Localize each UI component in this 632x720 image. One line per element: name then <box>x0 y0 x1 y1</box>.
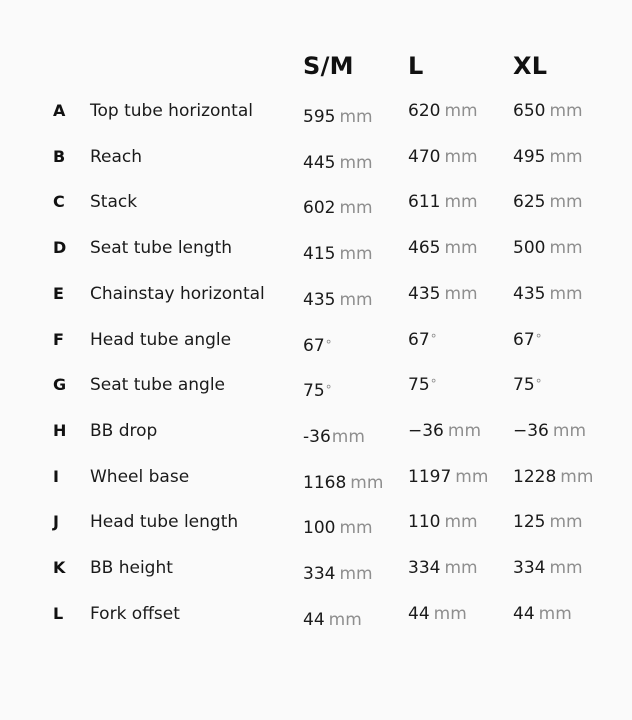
value-unit: mm <box>433 603 467 624</box>
dimension-label: BB height <box>90 558 173 578</box>
dimension-letter: L <box>53 603 64 623</box>
geometry-row <box>0 604 632 644</box>
value-unit: mm <box>444 146 478 167</box>
dimension-label: Head tube length <box>90 512 239 533</box>
dimension-label: Stack <box>90 192 138 213</box>
dimension-label: Top tube horizontal <box>90 101 253 121</box>
value-xl <box>513 604 572 624</box>
value-unit: mm <box>339 107 373 127</box>
geometry-row <box>0 330 632 370</box>
dimension-label: Chainstay horizontal <box>90 283 265 304</box>
value-xl <box>513 147 583 167</box>
dimension-letter: C <box>53 192 65 212</box>
value-number: -36 <box>303 426 331 447</box>
value-unit: mm <box>339 198 373 219</box>
value-number: 44 <box>513 603 535 624</box>
value-l <box>408 330 437 350</box>
value-xl <box>513 192 583 212</box>
value-unit: mm <box>339 564 373 584</box>
value-unit: mm <box>444 238 478 259</box>
value-number: −36 <box>513 420 549 441</box>
geometry-row <box>0 421 632 461</box>
value-number: 465 <box>408 238 441 259</box>
value-number: 67 <box>513 329 535 350</box>
value-number: 435 <box>513 283 546 304</box>
value-number: 125 <box>513 512 546 533</box>
geometry-row <box>0 238 632 278</box>
dimension-letter: A <box>53 101 66 120</box>
value-unit: ° <box>325 383 332 398</box>
value-xl <box>513 512 583 532</box>
value-xl <box>513 238 583 258</box>
dimension-label: Head tube angle <box>90 329 232 350</box>
value-l <box>408 604 467 624</box>
dimension-letter: B <box>53 146 66 166</box>
value-l <box>408 192 478 212</box>
value-unit: mm <box>549 238 583 259</box>
value-unit: mm <box>328 609 362 630</box>
dimension-letter: J <box>53 512 59 532</box>
value-unit: mm <box>350 472 384 493</box>
geometry-row <box>0 375 632 415</box>
value-unit: mm <box>444 512 478 533</box>
value-number: 334 <box>303 564 336 584</box>
value-number: 334 <box>513 558 546 578</box>
value-xl <box>513 558 583 578</box>
value-unit: mm <box>455 466 489 487</box>
value-unit: mm <box>549 192 583 213</box>
dimension-label: Seat tube length <box>90 238 233 259</box>
value-unit: mm <box>339 152 373 173</box>
value-unit: mm <box>339 244 373 265</box>
value-unit: mm <box>339 289 373 310</box>
value-number: −36 <box>408 420 444 441</box>
value-unit: mm <box>549 146 583 167</box>
value-xl <box>513 330 542 350</box>
value-sm <box>303 244 373 264</box>
value-sm <box>303 427 365 447</box>
value-number: 334 <box>408 558 441 578</box>
value-sm <box>303 381 332 401</box>
value-unit: mm <box>549 283 583 304</box>
value-number: 625 <box>513 192 546 213</box>
value-number: 415 <box>303 244 336 265</box>
value-number: 602 <box>303 198 336 219</box>
value-number: 1228 <box>513 466 557 487</box>
value-number: 100 <box>303 518 336 539</box>
size-header-l: L <box>408 52 424 80</box>
geometry-row <box>0 467 632 507</box>
value-unit: mm <box>549 101 583 121</box>
value-sm <box>303 290 373 310</box>
value-number: 500 <box>513 238 546 259</box>
value-sm <box>303 473 383 493</box>
value-unit: ° <box>535 377 542 392</box>
value-sm <box>303 198 373 218</box>
value-unit: ° <box>430 377 437 392</box>
value-number: 110 <box>408 512 441 533</box>
value-number: 495 <box>513 146 546 167</box>
value-sm <box>303 518 373 538</box>
value-unit: ° <box>325 337 332 352</box>
value-unit: mm <box>560 466 594 487</box>
value-unit: mm <box>339 518 373 539</box>
value-unit: mm <box>331 426 365 447</box>
value-sm <box>303 564 373 584</box>
value-unit: mm <box>444 558 478 578</box>
value-l <box>408 558 478 578</box>
value-unit: mm <box>549 512 583 533</box>
value-unit: mm <box>552 420 587 441</box>
value-number: 650 <box>513 101 546 121</box>
value-l <box>408 512 478 532</box>
value-unit: mm <box>549 558 583 578</box>
dimension-label: Fork offset <box>90 603 180 624</box>
geometry-row <box>0 147 632 187</box>
value-number: 67 <box>408 329 430 350</box>
dimension-letter: E <box>53 283 64 303</box>
size-header-xl: XL <box>513 52 548 80</box>
dimension-letter: D <box>53 238 67 258</box>
value-unit: mm <box>444 192 478 213</box>
value-number: 445 <box>303 152 336 173</box>
value-l <box>408 238 478 258</box>
geometry-row <box>0 101 632 141</box>
value-number: 595 <box>303 107 336 127</box>
value-xl <box>513 467 593 487</box>
value-xl <box>513 284 583 304</box>
dimension-letter: K <box>53 558 66 577</box>
value-unit: mm <box>444 283 478 304</box>
dimension-letter: H <box>53 420 67 440</box>
geometry-row <box>0 192 632 232</box>
value-sm <box>303 610 362 630</box>
value-xl <box>513 101 583 121</box>
size-header-sm: S/M <box>303 52 354 80</box>
value-l <box>408 467 488 487</box>
dimension-label: Reach <box>90 146 143 167</box>
value-l <box>408 421 481 441</box>
value-unit: mm <box>444 101 478 121</box>
value-number: 1197 <box>408 466 452 487</box>
geometry-row <box>0 512 632 552</box>
geometry-row <box>0 284 632 324</box>
value-unit: ° <box>430 331 437 346</box>
value-number: 620 <box>408 101 441 121</box>
value-sm <box>303 336 332 356</box>
value-number: 75 <box>513 375 535 396</box>
value-xl <box>513 421 586 441</box>
value-number: 44 <box>408 603 430 624</box>
value-number: 1168 <box>303 472 347 493</box>
value-number: 75 <box>408 375 430 396</box>
dimension-label: BB drop <box>90 420 158 441</box>
value-l <box>408 147 478 167</box>
value-number: 470 <box>408 146 441 167</box>
value-sm <box>303 153 373 173</box>
dimension-letter: F <box>53 329 64 349</box>
value-number: 75 <box>303 381 325 402</box>
value-unit: mm <box>538 603 572 624</box>
value-number: 435 <box>408 283 441 304</box>
value-unit: mm <box>447 420 482 441</box>
value-sm <box>303 107 373 127</box>
value-l <box>408 284 478 304</box>
dimension-label: Seat tube angle <box>90 375 225 396</box>
value-l <box>408 101 478 121</box>
value-xl <box>513 375 542 395</box>
value-number: 611 <box>408 192 441 213</box>
geometry-row <box>0 558 632 598</box>
value-l <box>408 375 437 395</box>
value-number: 67 <box>303 335 325 356</box>
value-number: 435 <box>303 289 336 310</box>
dimension-label: Wheel base <box>90 466 190 487</box>
dimension-letter: G <box>53 375 67 395</box>
value-unit: ° <box>535 331 542 346</box>
value-number: 44 <box>303 609 325 630</box>
dimension-letter: I <box>53 466 59 486</box>
